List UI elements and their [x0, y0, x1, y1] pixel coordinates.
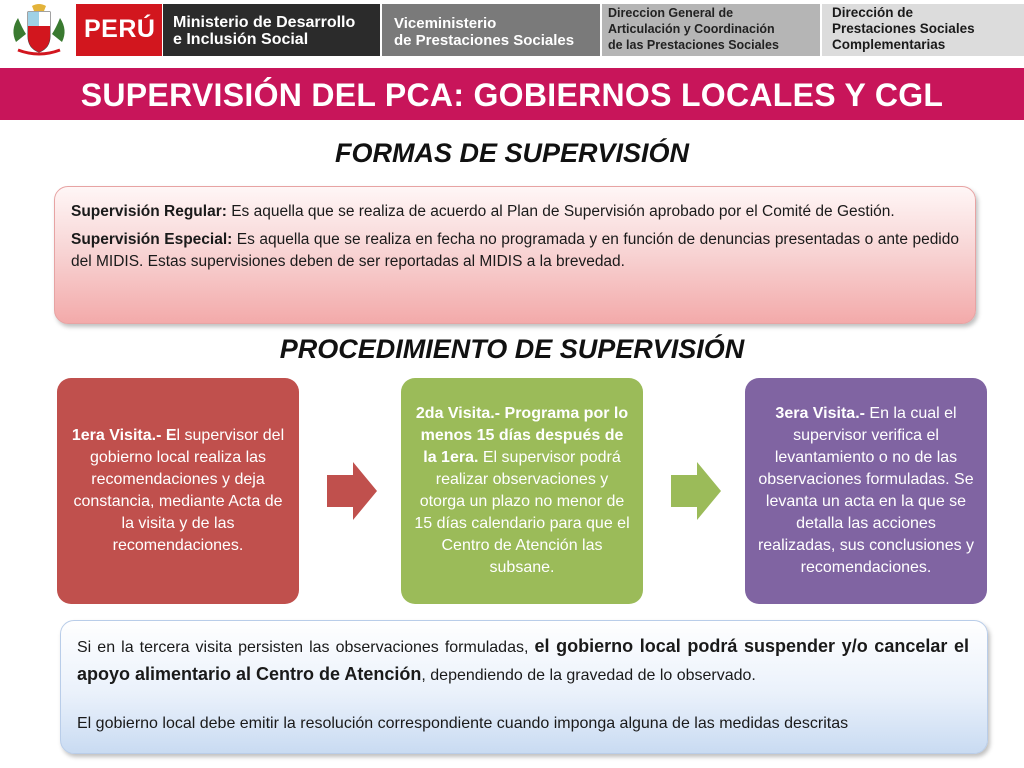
peru-logo [76, 4, 162, 56]
page-title: SUPERVISIÓN DEL PCA: GOBIERNOS LOCALES Y CGL [80, 77, 944, 113]
direccion-prestaciones-block [822, 4, 1024, 56]
regular-paragraph [71, 201, 959, 223]
regular-label: Supervisión Regular: [71, 203, 227, 220]
step-third-visit [745, 378, 987, 604]
arrow-right-icon [669, 460, 723, 522]
direccion-general-line-2: Articulación y Coordinación [608, 22, 775, 36]
step-first-visit [57, 378, 299, 604]
nota-bold: el gobierno local podrá suspender y/o cancelar el apoyo alimentario al Centro de Atención [77, 636, 969, 684]
formas-heading: FORMAS DE SUPERVISIÓN [334, 138, 690, 168]
direccion-general-line-1: Direccion General de [608, 6, 734, 20]
coat-of-arms-icon [8, 2, 70, 58]
regular-text: Es aquella que se realiza de acuerdo al Plan de Supervisión aprobado por el Comité de Gestión. [226, 203, 895, 220]
title-band [0, 68, 1024, 120]
nota-paragraph-2: El gobierno local debe emitir la resolución correspondiente cuando imponga alguna de las medidas descritas [77, 715, 849, 732]
step-second-visit-text: El supervisor podrá realizar observaciones y otorga un plazo no menor de 15 días calendario para que el Centro de Atención las subsane. [414, 449, 630, 576]
header-bar [0, 0, 1024, 62]
especial-label: Supervisión Especial: [71, 231, 233, 248]
step-second-visit [401, 378, 643, 604]
step-second-visit-title: 2da Visita.- Programa por lo menos 15 días después de la 1era. [415, 405, 629, 466]
ministry-block [163, 4, 380, 56]
procedimiento-heading: PROCEDIMIENTO DE SUPERVISIÓN [279, 334, 745, 364]
step-second-visit-content [413, 403, 631, 579]
step-third-visit-title: 3era Visita.- [775, 405, 865, 422]
step-first-visit-content [69, 425, 287, 557]
direccion-general-line-3: de las Prestaciones Sociales [608, 38, 779, 52]
direccion-prestaciones-line-1: Dirección de [832, 5, 914, 20]
arrow-right-icon [325, 460, 379, 522]
peru-logo-text: PERÚ [84, 15, 156, 43]
direccion-prestaciones-line-3: Complementarias [832, 37, 946, 52]
especial-paragraph [71, 229, 959, 273]
step-first-visit-text: l supervisor del gobierno local realiza las recomendaciones y deja constancia, mediante Acta de la visita y de las recomendaciones. [73, 427, 285, 554]
nota-text-2: , dependiendo de la gravedad de lo observado. [421, 667, 756, 684]
ministry-line-1: Ministerio de Desarrollo [173, 14, 356, 31]
step-third-visit-text: En la cual el supervisor verifica el levantamiento o no de las observaciones formuladas. Se levanta un acta en la que se detalla las acciones realizadas, sus conclusiones y recomendaciones. [757, 405, 975, 576]
direccion-general-block [602, 4, 820, 56]
nota-text-1: Si en la tercera visita persisten las observaciones formuladas, [77, 639, 535, 656]
step-third-visit-content [757, 403, 975, 579]
formas-box [54, 186, 976, 324]
step-first-visit-title: 1era Visita.- E [71, 427, 177, 444]
nota-box [60, 620, 988, 754]
viceministry-line-2: de Prestaciones Sociales [394, 32, 575, 49]
nota-paragraph-1 [77, 633, 969, 689]
especial-text: Es aquella que se realiza en fecha no programada y en función de denuncias presentadas o ante pedido del MIDIS. Estas supervisiones deben de ser reportadas al MIDIS a la brevedad. [71, 231, 959, 270]
viceministry-block [382, 4, 600, 56]
viceministry-line-1: Viceministerio [394, 15, 497, 32]
ministry-line-2: e Inclusión Social [173, 31, 309, 48]
direccion-prestaciones-line-2: Prestaciones Sociales [832, 21, 975, 36]
